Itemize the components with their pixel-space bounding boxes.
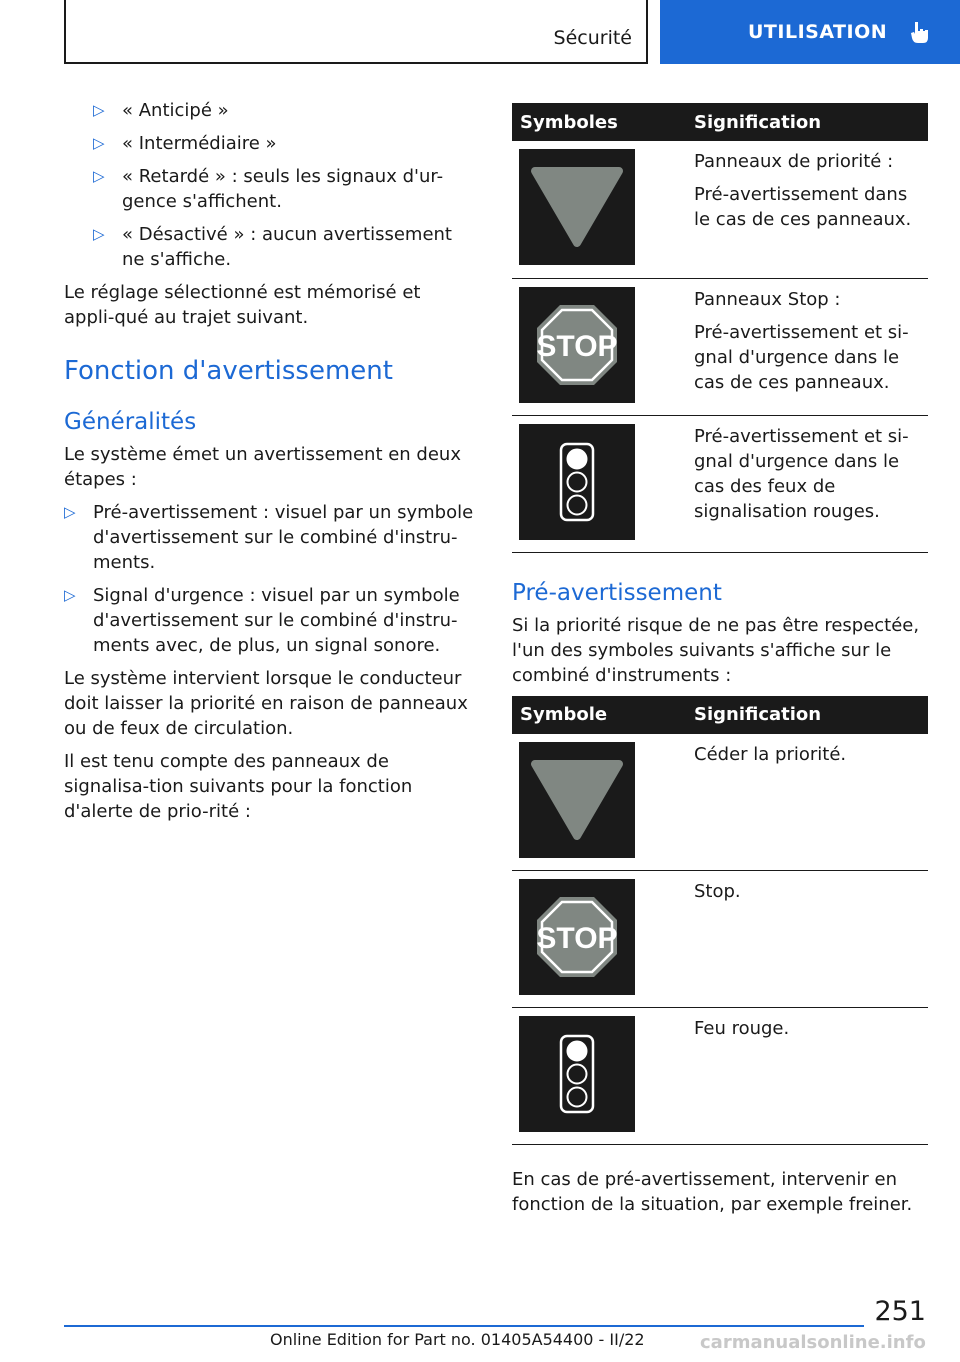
chapter-tab[interactable] (660, 0, 960, 64)
table-header-meaning: Signification (686, 103, 928, 141)
table-row (512, 141, 928, 278)
list-item: ▷ « Intermédiaire » (64, 131, 474, 156)
table-row (512, 415, 928, 552)
traffic-light-icon (519, 424, 635, 540)
paragraph-signs-considered: Il est tenu compte des panneaux de signalisa-tion suivants pour la fonction d'alerte de prio-rité : (64, 751, 413, 822)
warning-time-options-list (64, 98, 474, 272)
table-row (512, 1008, 928, 1145)
list-item: ▷ Signal d'urgence : visuel par un symbole d'avertissement sur le combiné d'instru-ments avec, de plus, un signal sonore. (64, 583, 474, 658)
table-row (512, 871, 928, 1008)
header-section-box (64, 0, 648, 64)
meaning-text: Panneaux Stop : (694, 288, 841, 310)
heading-general: Généralités (64, 409, 197, 435)
signs-table (512, 103, 928, 553)
yield-sign-icon (519, 742, 635, 858)
meaning-text: Pré-avertissement dans le cas de ces panneaux. (694, 184, 912, 230)
list-item: ▷ Pré-avertissement : visuel par un symbole d'avertissement sur le combiné d'instru-ments. (64, 500, 474, 575)
symbols-table (512, 696, 928, 1146)
watermark: carmanualsonline.info (700, 1332, 926, 1353)
table-row (512, 734, 928, 871)
paragraph-closing: En cas de pré-avertissement, intervenir en fonction de la situation, par exemple freiner. (512, 1169, 913, 1215)
table-row (512, 278, 928, 415)
meaning-text: Céder la priorité. (694, 743, 847, 765)
paragraph-memorized: Le réglage sélectionné est mémorisé et appli-qué au trajet suivant. (64, 282, 421, 328)
warning-steps-list (64, 500, 474, 658)
list-item: ▷ « Désactivé » : aucun avertissement ne s'affiche. (64, 222, 474, 272)
table-header-symbol: Symbole (512, 696, 686, 734)
paragraph-intervenes: Le système intervient lorsque le conducteur doit laisser la priorité en raison de panneaux ou de feux de circulation. (64, 668, 468, 739)
left-column (64, 98, 474, 832)
meaning-text: Feu rouge. (694, 1018, 790, 1039)
page-number: 251 (874, 1296, 926, 1327)
heading-pre-warning: Pré-avertissement (512, 579, 722, 606)
pointing-hand-icon (909, 20, 931, 44)
paragraph-two-steps: Le système émet un avertissement en deux étapes : (64, 444, 461, 490)
table-header-meaning: Signification (686, 696, 928, 734)
right-column (512, 103, 928, 1225)
edition-text: Online Edition for Part no. 01405A54400 - II/22 (270, 1330, 645, 1349)
list-item: ▷ « Anticipé » (64, 98, 474, 123)
paragraph-pre-warning: Si la priorité risque de ne pas être respectée, l'un des symboles suivants s'affiche sur le combiné d'instruments : (512, 614, 920, 686)
meaning-text: Pré-avertissement et si-gnal d'urgence dans le cas des feux de signalisation rouges. (694, 425, 909, 522)
list-item: ▷ « Retardé » : seuls les signaux d'ur-gence s'affichent. (64, 164, 474, 214)
stop-sign-text: STOP (536, 922, 618, 955)
stop-sign-text: STOP (536, 329, 618, 363)
traffic-light-icon (519, 1016, 635, 1132)
heading-warning-function: Fonction d'avertissement (64, 356, 393, 386)
stop-sign-icon (519, 879, 635, 995)
meaning-text: Panneaux de priorité : (694, 151, 894, 172)
chapter-title: UTILISATION (748, 21, 888, 43)
stop-sign-icon (519, 287, 635, 403)
meaning-text: Stop. (694, 881, 741, 902)
meaning-text: Pré-avertissement et si-gnal d'urgence dans le cas de ces panneaux. (694, 321, 909, 393)
yield-sign-icon (519, 149, 635, 265)
section-title: Sécurité (553, 27, 632, 49)
table-header-symbols: Symboles (512, 103, 686, 141)
footer-divider (64, 1325, 864, 1327)
